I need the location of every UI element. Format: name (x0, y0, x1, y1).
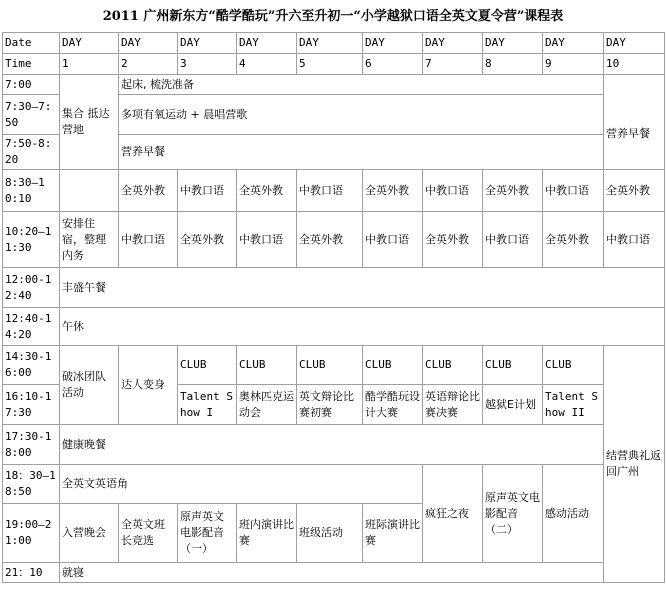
monitor-cell: 全英文班长竞选 (119, 504, 178, 563)
class-cell: 全英外教 (543, 212, 604, 268)
class-cell: 全英外教 (363, 170, 423, 212)
club-cell: CLUB (543, 346, 604, 385)
table-row (3, 425, 665, 465)
day-label: DAY (60, 33, 119, 54)
talent1-cell: Talent Show I (178, 385, 237, 425)
design-cell: 酷学酷玩设计大赛 (363, 385, 423, 425)
day-number: 9 (543, 54, 604, 75)
table-row (3, 268, 665, 308)
table-row (3, 212, 665, 268)
class-cell: 中教口语 (178, 170, 237, 212)
time-cell: 8:30—10:10 (3, 170, 60, 212)
club-cell: CLUB (297, 346, 363, 385)
talent2-cell: Talent Show II (543, 385, 604, 425)
table-row (3, 346, 665, 385)
day-label: DAY (543, 33, 604, 54)
table-row (3, 308, 665, 346)
day-number: 2 (119, 54, 178, 75)
wake-cell: 起床, 梳洗准备 (119, 75, 604, 95)
sleep-cell: 就寝 (60, 563, 665, 583)
time-cell: 16:10-17:30 (3, 385, 60, 425)
class-cell: 全英外教 (237, 170, 297, 212)
time-cell: 14:30-16:00 (3, 346, 60, 385)
club-cell: CLUB (363, 346, 423, 385)
empty-cell (60, 170, 119, 212)
nap-cell: 午休 (60, 308, 665, 346)
page-title: 2011 广州新东方“酷学酷玩”升六至升初一“小学越狱口语全英文夏令营”课程表 (102, 9, 564, 24)
class-cell: 中教口语 (363, 212, 423, 268)
moving-cell: 感动活动 (543, 465, 604, 563)
debate1-cell: 英文辩论比赛初赛 (297, 385, 363, 425)
time-cell: 19:00—21:00 (3, 504, 60, 563)
day-label: DAY (297, 33, 363, 54)
olympic-cell: 奥林匹克运动会 (237, 385, 297, 425)
time-cell: 12:00-12:40 (3, 268, 60, 308)
day-label: DAY (604, 33, 665, 54)
class-cell: 中教口语 (604, 212, 665, 268)
club-cell: CLUB (237, 346, 297, 385)
dub2-cell: 原声英文电影配音（二） (483, 465, 543, 563)
table-row (3, 465, 665, 504)
schedule-table (2, 32, 665, 583)
english-corner-cell: 全英文英语角 (60, 465, 423, 504)
class-cell: 全英外教 (483, 170, 543, 212)
day-label: DAY (483, 33, 543, 54)
club-cell: CLUB (178, 346, 237, 385)
day-number: 3 (178, 54, 237, 75)
day-number: 4 (237, 54, 297, 75)
debate-final-cell: 英语辩论比赛决赛 (423, 385, 483, 425)
time-cell: 7:50-8:20 (3, 135, 60, 170)
time-cell: 10:20—11:30 (3, 212, 60, 268)
date-label: Date (3, 33, 60, 54)
day-label: DAY (363, 33, 423, 54)
day-label: DAY (237, 33, 297, 54)
day-number: 6 (363, 54, 423, 75)
day-label: DAY (119, 33, 178, 54)
time-row (3, 54, 665, 75)
day-number: 1 (60, 54, 119, 75)
settle-cell: 安排住宿，整理内务 (60, 212, 119, 268)
day-label: DAY (423, 33, 483, 54)
crazy-night-cell: 疯狂之夜 (423, 465, 483, 563)
day-number: 5 (297, 54, 363, 75)
breakfast-cell: 营养早餐 (119, 135, 604, 170)
escape-cell: 越狱E计划 (483, 385, 543, 425)
day-number: 7 (423, 54, 483, 75)
icebreak-cell: 破冰团队活动 (60, 346, 119, 425)
dinner-cell: 健康晚餐 (60, 425, 604, 465)
club-cell: CLUB (483, 346, 543, 385)
table-row (3, 563, 665, 583)
dub1-cell: 原声英文电影配音（一） (178, 504, 237, 563)
table-row (3, 170, 665, 212)
day-number: 10 (604, 54, 665, 75)
opening-cell: 入营晚会 (60, 504, 119, 563)
class-cell: 全英外教 (423, 212, 483, 268)
gather-cell: 集合 抵达营地 (60, 75, 119, 170)
speech-cell: 班内演讲比赛 (237, 504, 297, 563)
class-cell: 中教口语 (297, 170, 363, 212)
class-cell: 全英外教 (297, 212, 363, 268)
class-cell: 全英外教 (604, 170, 665, 212)
day-label: DAY (178, 33, 237, 54)
time-cell: 21：10 (3, 563, 60, 583)
class-cell: 全英外教 (178, 212, 237, 268)
class-activity-cell: 班级活动 (297, 504, 363, 563)
class-cell: 全英外教 (119, 170, 178, 212)
time-cell: 18：30—18:50 (3, 465, 60, 504)
time-cell: 7:30—7:50 (3, 95, 60, 135)
breakfast-day10-cell: 营养早餐 (604, 75, 665, 170)
table-row (3, 75, 665, 95)
club-cell: CLUB (423, 346, 483, 385)
time-cell: 12:40-14:20 (3, 308, 60, 346)
class-cell: 中教口语 (237, 212, 297, 268)
class-cell: 中教口语 (119, 212, 178, 268)
day-number: 8 (483, 54, 543, 75)
closing-cell: 结营典礼返回广州 (604, 346, 665, 583)
time-cell: 17:30-18:00 (3, 425, 60, 465)
class-cell: 中教口语 (483, 212, 543, 268)
time-label: Time (3, 54, 60, 75)
time-cell: 7:00 (3, 75, 60, 95)
exercise-cell: 多项有氧运动 + 晨唱营歌 (119, 95, 604, 135)
class-cell: 中教口语 (543, 170, 604, 212)
date-row (3, 33, 665, 54)
lunch-cell: 丰盛午餐 (60, 268, 665, 308)
transform-cell: 达人变身 (119, 346, 178, 425)
class-cell: 中教口语 (423, 170, 483, 212)
inter-speech-cell: 班际演讲比赛 (363, 504, 423, 563)
